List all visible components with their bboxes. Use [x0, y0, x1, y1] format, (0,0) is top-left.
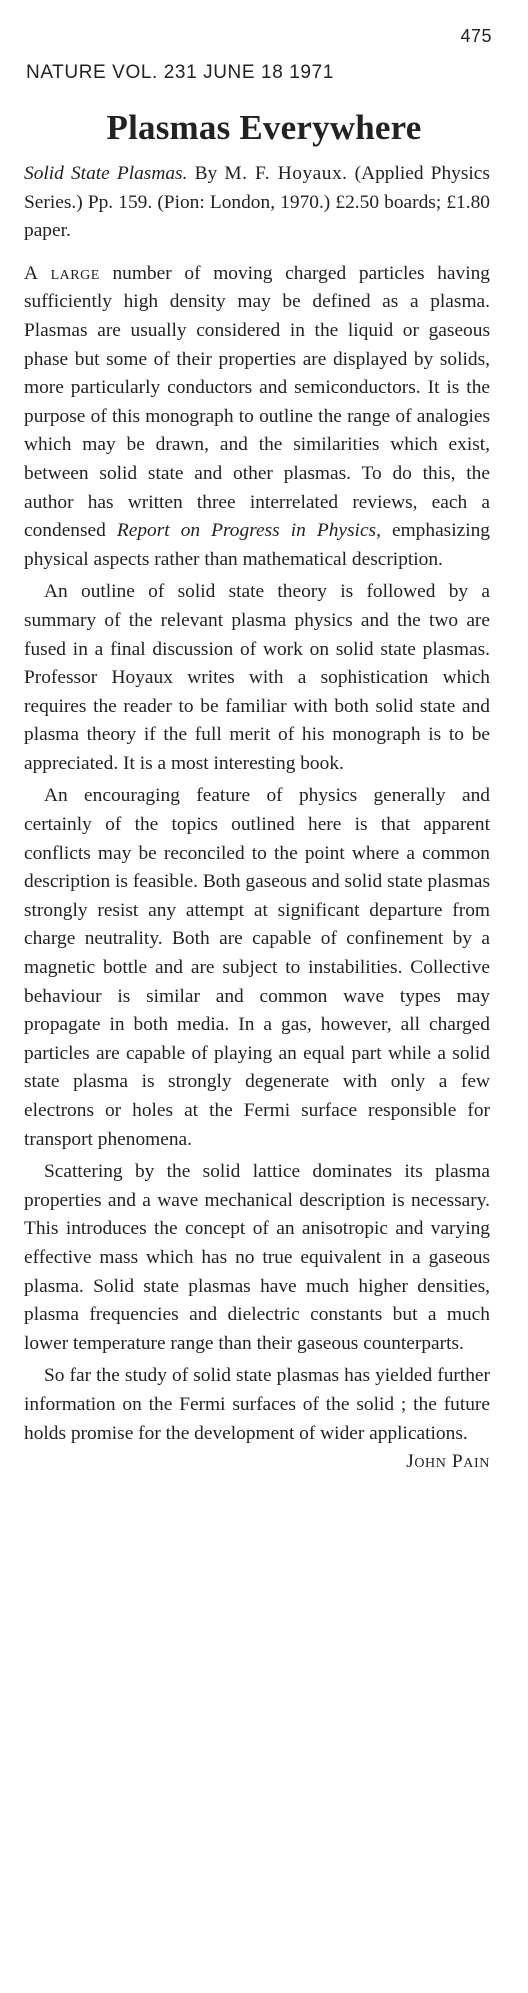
paragraph-1 [24, 260, 490, 575]
lead-in: A large [24, 262, 100, 284]
paragraph-3: An encouraging feature of physics generally and certainly of the topics outlined here is that apparent conflicts may be reconciled to the point where a common description is feasible. Both gaseous and solid state plasmas strongly resist any attempt at significant departure from charge neutrality. Both are capable of confinement by a magnetic bottle and are subject to instabilities. Collective behaviour is similar and common wave types may propagate in both media. In a gas, however, all charged particles are capable of playing an equal part while a solid state plasma is strongly degenerate with only a few electrons or holes at the Fermi surface responsible for transport phenomena. [24, 785, 490, 1150]
paragraph-5-text: So far the study of solid state plasmas has yielded further information on the Fermi surfaces of the solid ; the future holds promise for the development of wider applications. [24, 1365, 490, 1444]
paragraph-5 [24, 1362, 490, 1473]
article-title: Plasmas Everywhere [106, 108, 422, 147]
page-number: 475 [460, 26, 492, 46]
book-author: M. F. Hoyaux. [224, 163, 348, 184]
reviewer-signature: John Pain [406, 1451, 490, 1473]
book-citation [24, 160, 490, 246]
paragraph-1-italic: Report on Progress in Physics, [116, 520, 381, 542]
book-by: By [194, 163, 218, 184]
running-head: NATURE VOL. 231 JUNE 18 1971 [26, 62, 334, 83]
paragraph-1-text-a: number of moving charged particles having sufficiently high density may be defined as a plasma. Plasmas are usually considered in the liquid or gaseous phase but some of their properties are displayed by solids, more particularly conductors and semiconductors. It is the purpose of this monograph to outline the range of analogies which may be drawn, and the similarities which exist, between solid state and other plasmas. To do this, the author has written three interrelated reviews, each a condensed [24, 262, 490, 542]
paragraph-1-text-b: emphasizing physical aspects rather than mathematical description. [24, 520, 490, 570]
paragraph-2: An outline of solid state theory is followed by a summary of the relevant plasma physics and the two are fused in a final discussion of work on solid state plasmas. Professor Hoyaux writes with a sophistication which requires the reader to be familiar with both solid state and plasma theory if the full merit of his monograph is to be appreciated. It is a most interesting book. [24, 581, 490, 774]
book-details: (Applied Physics Series.) Pp. 159. (Pion: London, 1970.) £2.50 boards; £1.80 paper. [24, 163, 490, 242]
paragraph-4: Scattering by the solid lattice dominates its plasma properties and a wave mechanical description is necessary. This introduces the concept of an anisotropic and varying effective mass which has no true equivalent in a gaseous plasma. Solid state plasmas have much higher densities, plasma frequencies and dielectric constants but a much lower temperature range than their gaseous counterparts. [24, 1161, 490, 1354]
article-body [24, 160, 490, 1477]
book-title: Solid State Plasmas. [24, 163, 188, 184]
